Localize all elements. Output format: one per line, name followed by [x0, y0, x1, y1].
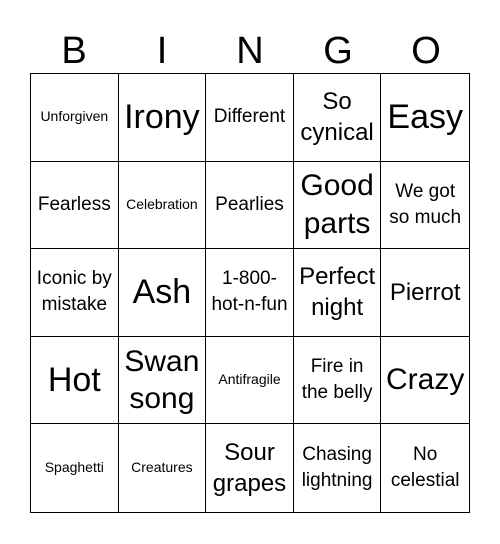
bingo-header	[30, 30, 470, 72]
bingo-cell[interactable]: Hot	[31, 337, 119, 425]
bingo-cell[interactable]: Fearless	[31, 162, 119, 250]
bingo-cell[interactable]: Crazy	[381, 337, 469, 425]
bingo-cell[interactable]: Perfect night	[294, 249, 382, 337]
bingo-cell[interactable]: Easy	[381, 74, 469, 162]
bingo-cell[interactable]: Celebration	[119, 162, 207, 250]
header-letter-n: N	[236, 30, 264, 72]
bingo-cell[interactable]: Antifragile	[206, 337, 294, 425]
bingo-cell[interactable]: We got so much	[381, 162, 469, 250]
bingo-cell[interactable]: No celestial	[390, 443, 460, 492]
bingo-board	[30, 73, 470, 513]
bingo-cell[interactable]: Unforgiven	[31, 74, 119, 162]
bingo-cell[interactable]: Sour grapes	[206, 424, 294, 512]
header-letter-o: O	[411, 30, 441, 72]
bingo-cell[interactable]: So cynical	[294, 74, 382, 162]
bingo-cell[interactable]: Fire in the belly	[294, 337, 382, 425]
bingo-cell[interactable]: Iconic by mistake	[31, 249, 119, 337]
bingo-cell[interactable]: Pierrot	[381, 249, 469, 337]
header-letter-i: I	[156, 30, 168, 72]
bingo-cell[interactable]: Spaghetti	[31, 424, 119, 512]
header-letter-b: B	[61, 30, 87, 72]
bingo-cell[interactable]: Irony	[119, 74, 207, 162]
bingo-cell[interactable]: Chasing lightning	[294, 424, 382, 512]
bingo-cell[interactable]: Ash	[119, 249, 207, 337]
bingo-cell[interactable]: Pearlies	[206, 162, 294, 250]
header-letter-g: G	[323, 30, 353, 72]
bingo-cell[interactable]: Different	[206, 74, 294, 162]
bingo-cell[interactable]: Creatures	[119, 424, 207, 512]
bingo-cell[interactable]: Swan song	[119, 337, 207, 425]
bingo-cell[interactable]: Good parts	[294, 162, 382, 250]
bingo-cell[interactable]: 1-800-hot-n-fun	[206, 249, 294, 337]
